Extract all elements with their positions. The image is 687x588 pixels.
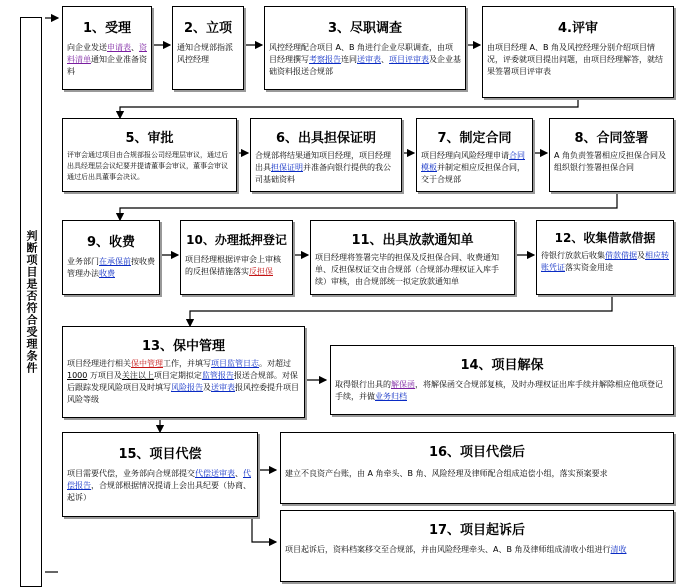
step-9-text: 业务部门在承保前按收费管理办法收费 [67,257,155,278]
step-1-accept [62,6,152,90]
submission-form-link-2[interactable]: 送审表 [211,383,235,392]
step-3-title: 3、尽职调查 [327,21,403,36]
step-6-guarantee-certificate [250,118,402,192]
step-11-text: 项目经理将签署完毕的担保及反担保合同、收费通知单、反担保权证交由合规部（合规部办理权证入库手续）审核，由合规部统一拟定放款通知单 [315,253,499,286]
step-14-guarantee-release [330,345,674,415]
step-3-due-diligence [264,6,466,90]
step-13-text: 项目经理进行相关保中管理工作，并填写项目监管日志。对超过 1000 万项目及关注以上项目定期拟定监管报告报送合规部。对保后跟踪发现风险项目及时填写风险报告及送审表报风控委提升项目风险等级 [67,359,299,404]
inspection-report-link[interactable]: 考察报告 [309,55,341,64]
step-6-title: 6、出具担保证明 [275,131,377,146]
step-11-title: 11、出具放款通知单 [351,233,474,248]
guarantee-certificate-link[interactable]: 担保证明 [271,163,303,172]
step-14-text: 取得银行出具的解保函，将解保函交合规部复核，及时办理权证出库手续并解除相应他项登记手续，并做业务归档 [335,380,663,401]
release-letter-link[interactable]: 解保函 [391,380,415,389]
step-15-text: 项目需要代偿，业务部向合规部提交代偿送审表、代偿报告，合规部根据情况提请上会出具纪要（协商、起诉） [67,469,251,502]
loan-receipt-link[interactable]: 借款借据 [605,251,637,260]
step-7-text: 项目经理向风险经理申请合同模板并制定相应反担保合同，交于合规部 [421,151,525,184]
step-8-title: 8、合同签署 [574,131,649,146]
step-17-after-litigation [280,510,674,582]
before-underwriting-link[interactable]: 在承保前 [99,257,131,266]
step-13-title: 13、保中管理 [141,339,226,354]
compensation-submission-form-link[interactable]: 代偿送审表 [195,469,235,478]
step-17-text: 项目起诉后，资料档案移交至合规部，并由风险经理牵头、A、B 角及律师组成清收小组进行清收 [285,545,627,554]
project-review-form-link[interactable]: 项目评审表 [389,55,429,64]
step-15-title: 15、项目代偿 [118,447,202,462]
step-2-project-setup [172,6,244,90]
risk-report-link[interactable]: 风险报告 [171,383,203,392]
supervision-log-link[interactable]: 项目监管日志 [211,359,259,368]
step-12-loan-receipt [536,220,674,295]
application-form-link[interactable]: 申请表 [107,43,131,52]
in-guarantee-management-link[interactable]: 保中管理 [131,359,163,368]
step-8-text: A 角负责签署相应反担保合同及组织银行签署担保合同 [554,151,667,172]
step-3-text: 风控经理配合项目 A、B 角进行企业尽职调查，由项目经理撰写考察报告连同送审表、项目评审表及企业基础资料报送合规部 [269,43,461,76]
step-16-after-compensation [280,432,674,504]
step-16-text: 建立不良资产台账，由 A 角牵头、B 角、风险经理及律师配合组成追偿小组，落实预案要求 [285,469,608,478]
step-8-contract-signing [549,118,674,192]
submission-form-link[interactable]: 送审表 [357,55,381,64]
step-10-text: 项目经理根据评审会上审核的反担保措施落实反担保 [185,255,281,276]
step-16-title: 16、项目代偿后 [428,445,526,460]
step-1-text: 向企业发送申请表、资料清单通知企业准备资料 [67,43,147,76]
step-5-approval [62,118,237,192]
step-6-text: 合规部将结果通知项目经理，项目经理出具担保证明并准备向银行提供的我公司基础资料 [255,151,391,184]
step-7-title: 7、制定合同 [437,131,512,146]
step-13-in-guarantee-management [62,326,305,418]
step-4-review [482,6,674,98]
step-14-title: 14、项目解保 [460,358,544,373]
compensation-report-link[interactable]: 代偿报告 [67,469,251,490]
step-11-loan-notice [310,220,515,295]
step-12-title: 12、收集借款借据 [554,231,656,245]
counter-guarantee-link[interactable]: 反担保 [249,267,273,276]
side-condition-label: 判断项目是否符合受理条件 [20,17,42,587]
step-5-title: 5、审批 [125,131,174,146]
step-4-title: 4.评审 [558,21,598,36]
contract-template-link[interactable]: 合同模板 [421,151,525,172]
collection-link[interactable]: 清收 [610,545,627,554]
document-checklist-link[interactable]: 资料清单 [67,43,147,64]
step-1-title: 1、受理 [82,21,132,36]
step-12-text: 待银行放款后收集借款借据及相应转账凭证落实资金用途 [541,251,669,272]
step-15-compensation [62,432,258,517]
step-4-text: 由项目经理 A、B 角及风控经理分别介绍项目情况，评委就项目提出问题，由项目经理解答，就结果签署项目评审表 [487,43,663,76]
step-7-draft-contract [416,118,533,192]
step-10-title: 10、办理抵押登记 [186,233,287,247]
supervision-report-link[interactable]: 监管报告 [201,371,234,380]
transfer-voucher-link[interactable]: 相应转账凭证 [541,251,669,272]
step-9-title: 9、收费 [86,235,136,250]
step-2-title: 2、立项 [183,21,233,36]
step-5-text: 评审会通过项目由合规部报公司经理层审议，通过后出具经理层会议纪要并提请董事会审议，董事会审议通过后出具董事会决议。 [67,151,228,181]
fee-link[interactable]: 收费 [99,269,115,278]
step-2-text: 通知合规部指派风控经理 [177,43,233,64]
step-17-title: 17、项目起诉后 [428,523,526,538]
step-9-fee-collection [62,220,160,295]
step-10-mortgage-registration [180,220,293,295]
business-archive-link[interactable]: 业务归档 [375,392,407,401]
